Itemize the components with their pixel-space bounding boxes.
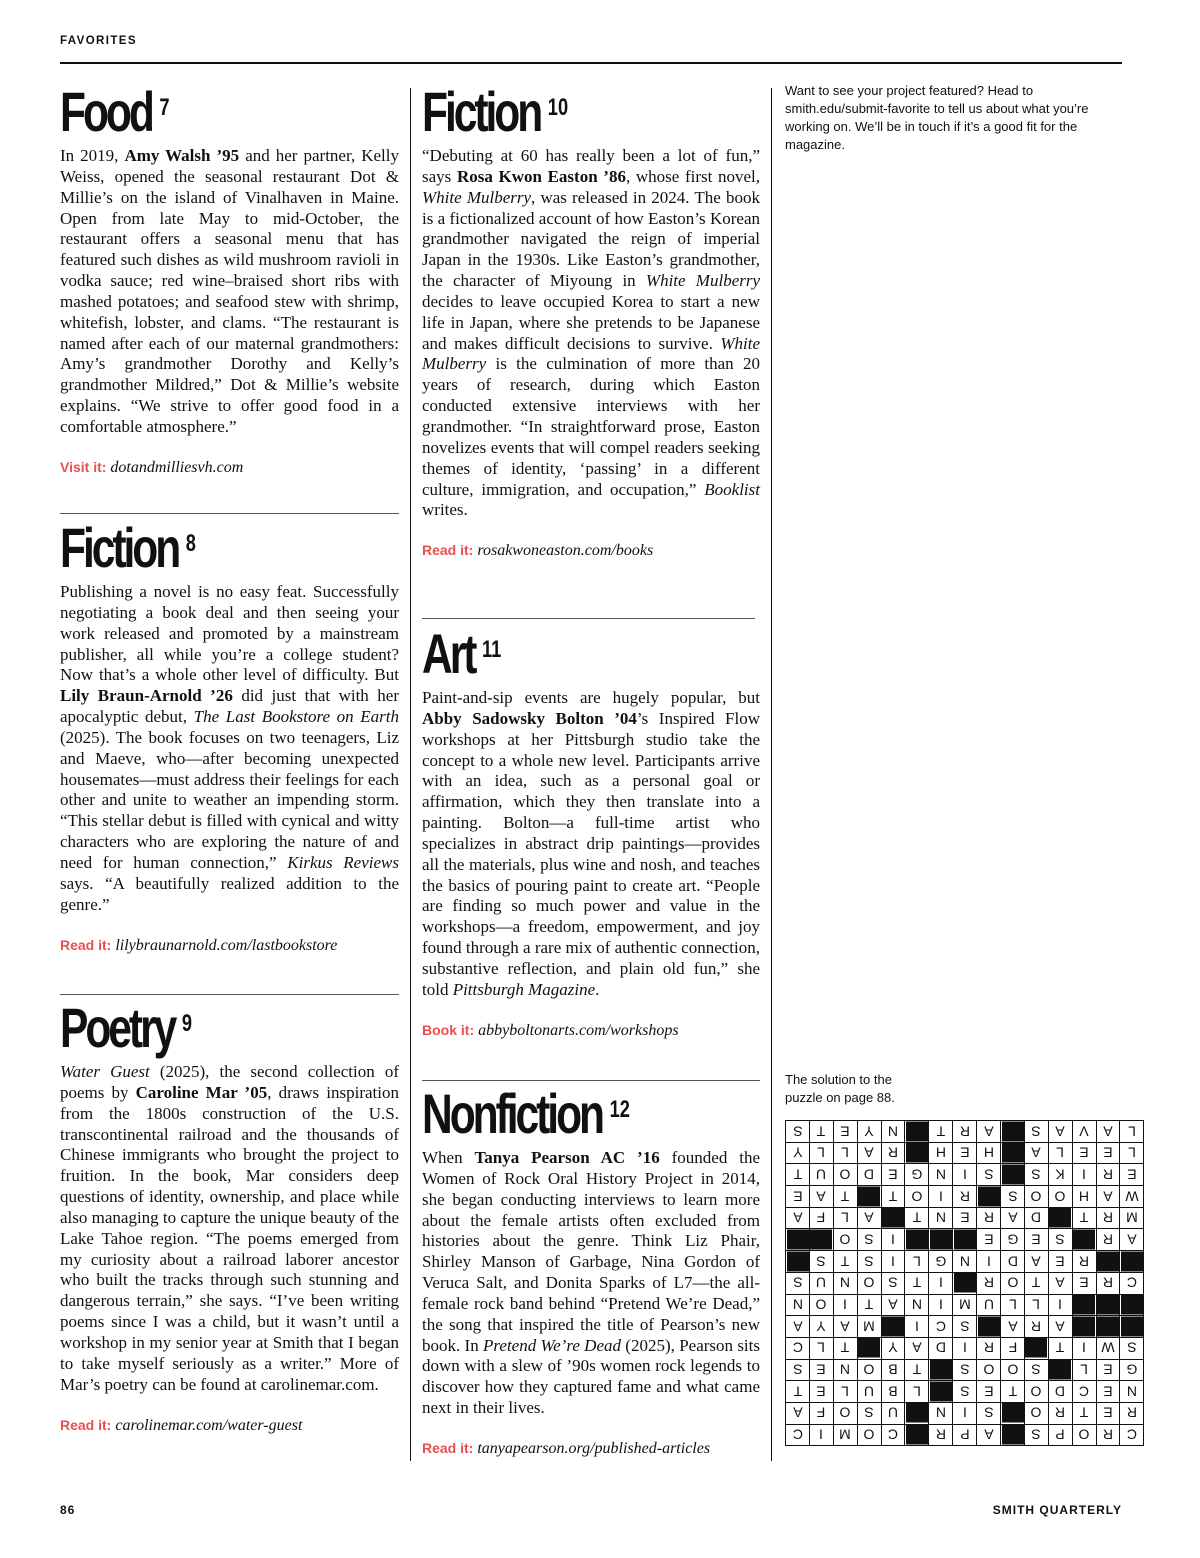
crossword-block — [977, 1186, 1001, 1208]
crossword-cell: A — [1120, 1229, 1144, 1251]
crossword-cell: E — [1096, 1142, 1120, 1164]
crossword-cell: A — [786, 1316, 810, 1338]
crossword-row — [786, 1164, 1144, 1186]
crossword-cell: S — [1048, 1229, 1072, 1251]
section-title: Nonfiction $^{12}$ — [422, 1082, 630, 1145]
crossword-block — [1096, 1316, 1120, 1338]
crossword-cell: T — [786, 1381, 810, 1403]
crossword-block — [881, 1316, 905, 1338]
divider — [422, 1080, 760, 1081]
crossword-cell: T — [809, 1121, 833, 1143]
crossword-cell: T — [1072, 1207, 1096, 1229]
crossword-cell: L — [1072, 1359, 1096, 1381]
poetry-section — [60, 996, 399, 1436]
art-body: Paint-and-sip events are hugely popular, but Abby Sadowsky Bolton ’04’s Inspired Flow workshops at her Pittsburgh studio take the concept to a whole new level. Participants arrive with an idea, such as a personal goal or affirmation, which they then translate into a painting. Bolton—a full-time artist who specializes in abstract drip paintings—provides all the materials, plus wine and nosh, and teaches the basics of pouring paint to create art. “People are finding so much power and value in the workshops—a freedom, empowerment, and joy found through a rare mix of authentic connection, substantive reflection, and plain old fun,” she told Pittsburgh Magazine. — [422, 688, 761, 999]
crossword-cell: M — [857, 1316, 881, 1338]
crossword-block — [953, 1229, 977, 1251]
section-title: Fiction $^8$ — [60, 516, 196, 579]
crossword-cell: P — [953, 1424, 977, 1446]
crossword-cell: C — [1072, 1381, 1096, 1403]
crossword-block — [953, 1272, 977, 1294]
crossword-block — [929, 1381, 953, 1403]
crossword-cell: O — [1001, 1359, 1025, 1381]
crossword-cell: C — [1120, 1272, 1144, 1294]
art-section — [422, 622, 761, 1041]
crossword-cell: F — [809, 1207, 833, 1229]
crossword-cell: S — [1120, 1337, 1144, 1359]
crossword-cell: R — [1096, 1272, 1120, 1294]
crossword-cell: O — [857, 1424, 881, 1446]
divider — [422, 618, 755, 619]
crossword-cell: T — [833, 1337, 857, 1359]
crossword-solution-grid — [785, 1120, 1144, 1446]
crossword-cell: T — [905, 1207, 929, 1229]
crossword-cell: M — [1120, 1207, 1144, 1229]
crossword-cell: R — [1072, 1251, 1096, 1273]
crossword-cell: E — [953, 1207, 977, 1229]
crossword-cell: S — [857, 1229, 881, 1251]
crossword-cell: O — [977, 1359, 1001, 1381]
crossword-cell: E — [809, 1359, 833, 1381]
crossword-row — [786, 1251, 1144, 1273]
crossword-cell: U — [977, 1294, 1001, 1316]
crossword-cell: L — [1024, 1294, 1048, 1316]
crossword-block — [905, 1424, 929, 1446]
crossword-cell: A — [857, 1142, 881, 1164]
crossword-cell: N — [905, 1294, 929, 1316]
crossword-cell: A — [786, 1402, 810, 1424]
crossword-cell: H — [977, 1142, 1001, 1164]
crossword-block — [929, 1359, 953, 1381]
crossword-cell: A — [857, 1207, 881, 1229]
crossword-cell: S — [786, 1359, 810, 1381]
section-title: Poetry $^9$ — [60, 996, 192, 1059]
crossword-cell: S — [857, 1402, 881, 1424]
crossword-cell: T — [881, 1186, 905, 1208]
crossword-cell: R — [1096, 1424, 1120, 1446]
crossword-cell: L — [833, 1142, 857, 1164]
crossword-cell: D — [857, 1164, 881, 1186]
crossword-block — [786, 1251, 810, 1273]
crossword-cell: I — [929, 1294, 953, 1316]
crossword-cell: R — [953, 1186, 977, 1208]
crossword-cell: R — [977, 1337, 1001, 1359]
crossword-cell: A — [905, 1337, 929, 1359]
crossword-cell: O — [1001, 1272, 1025, 1294]
crossword-cell: S — [977, 1164, 1001, 1186]
crossword-cell: E — [1096, 1402, 1120, 1424]
crossword-cell: S — [786, 1121, 810, 1143]
crossword-cell: L — [1001, 1294, 1025, 1316]
crossword-cell: N — [881, 1121, 905, 1143]
crossword-cell: Y — [857, 1121, 881, 1143]
crossword-cell: N — [929, 1164, 953, 1186]
crossword-cell: O — [833, 1229, 857, 1251]
crossword-cell: M — [953, 1294, 977, 1316]
crossword-cell: I — [809, 1424, 833, 1446]
crossword-cell: K — [1048, 1164, 1072, 1186]
crossword-cell: W — [1120, 1186, 1144, 1208]
crossword-block — [905, 1402, 929, 1424]
crossword-cell: A — [977, 1121, 1001, 1143]
crossword-cell: R — [953, 1121, 977, 1143]
crossword-cell: I — [1048, 1294, 1072, 1316]
crossword-cell: D — [1048, 1381, 1072, 1403]
crossword-row — [786, 1424, 1144, 1446]
crossword-cell: O — [1024, 1402, 1048, 1424]
crossword-cell: A — [1048, 1272, 1072, 1294]
crossword-cell: L — [1120, 1121, 1144, 1143]
crossword-cell: E — [1048, 1251, 1072, 1273]
nonfiction-body: When Tanya Pearson AC ’16 founded the Women of Rock Oral History Project in 2014, she began conducting interviews to learn more about the female artists often excluded from histories about the genre. Think Liz Phair, Shirley Manson of Garbage, Nina Gordon of Veruca Salt, and Donita Sparks of L7—the all-female rock band behind “Pretend We’re Dead,” the song that inspired the title of Pearson’s new book. In Pretend We’re Dead (2025), Pearson sits down with a slew of ’90s women rock legends to discover how they captured fame and what came next in their lives. — [422, 1148, 760, 1418]
crossword-row — [786, 1359, 1144, 1381]
crossword-cell: Y — [881, 1337, 905, 1359]
top-rule — [60, 62, 1122, 64]
crossword-cell: I — [953, 1402, 977, 1424]
divider — [60, 994, 399, 995]
crossword-block — [1001, 1402, 1025, 1424]
crossword-cell: G — [1001, 1229, 1025, 1251]
crossword-block — [1048, 1207, 1072, 1229]
poetry-body: Water Guest (2025), the second collection of poems by Caroline Mar ’05, draws inspiration from the 1800s construction of the U.S. transcontinental railroad and the thousands of Chinese immigrants who brought the project to fruition. In the book, Mar considers deep questions of identity, ownership, and place while also managing to capture the unique beauty of the Lake Tahoe region. “The poems emerged from my curiosity about a railroad laborer ancestor who built the tracks through such stunning and dangerous terrain,” she says. “I’ve been writing poems since I was a child, but it wasn’t until a workshop in my senior year at Smith that I began to take myself seriously as a writer.” More of Mar’s poetry can be found at carolinemar.com. — [60, 1062, 399, 1394]
crossword-cell: L — [905, 1251, 929, 1273]
crossword-cell: A — [1048, 1316, 1072, 1338]
crossword-cell: R — [1048, 1402, 1072, 1424]
submission-note: Want to see your project featured? Head to smith.edu/submit-favorite to tell us about what you’re working on. We’ll be in touch if it’s a good fit for the magazine. — [785, 83, 1089, 152]
crossword-cell: R — [1096, 1207, 1120, 1229]
crossword-block — [1096, 1251, 1120, 1273]
art-link[interactable]: Book it: abbyboltonarts.com/workshops — [422, 1021, 679, 1039]
crossword-cell: I — [929, 1272, 953, 1294]
fiction8-body: Publishing a novel is no easy feat. Successfully negotiating a book deal and then seeing your work released and promoted by a mainstream publisher, all while you’re a college student? Now that’s a whole other level of difficulty. But Lily Braun-Arnold ’26 did just that with her apocalyptic debut, The Last Bookstore on Earth (2025). The book focuses on two teenagers, Liz and Maeve, who—after becoming unexpected housemates—must address their feelings for each other and unite to weather an impending storm. “This stellar debut is filled with cynical and witty characters who are exploring the nature of and need for human connection,” Kirkus Reviews says. “A beautifully realized addition to the genre.” — [60, 582, 399, 914]
crossword-cell: N — [833, 1359, 857, 1381]
crossword-cell: D — [929, 1337, 953, 1359]
fiction8-section — [60, 516, 399, 956]
crossword-cell: S — [1024, 1164, 1048, 1186]
crossword-cell: F — [809, 1402, 833, 1424]
crossword-cell: U — [809, 1272, 833, 1294]
crossword-row — [786, 1207, 1144, 1229]
crossword-cell: A — [977, 1424, 1001, 1446]
crossword-cell: A — [1024, 1251, 1048, 1273]
crossword-cell: L — [833, 1381, 857, 1403]
crossword-cell: A — [809, 1186, 833, 1208]
crossword-block — [1001, 1424, 1025, 1446]
crossword-cell: F — [1001, 1337, 1025, 1359]
section-label: FAVORITES — [60, 35, 137, 47]
column-divider-right — [771, 88, 772, 1461]
crossword-cell: I — [881, 1229, 905, 1251]
crossword-block — [1096, 1294, 1120, 1316]
crossword-cell: E — [1120, 1164, 1144, 1186]
crossword-block — [1001, 1142, 1025, 1164]
crossword-block — [929, 1229, 953, 1251]
crossword-cell: S — [809, 1251, 833, 1273]
crossword-cell: D — [1024, 1207, 1048, 1229]
crossword-cell: S — [953, 1381, 977, 1403]
crossword-cell: L — [809, 1142, 833, 1164]
page-number: 86 — [60, 1503, 76, 1517]
crossword-cell: E — [833, 1121, 857, 1143]
crossword-cell: G — [929, 1251, 953, 1273]
crossword-cell: E — [1072, 1142, 1096, 1164]
crossword-cell: E — [809, 1381, 833, 1403]
fiction8-link[interactable]: Read it: lilybraunarnold.com/lastbookstore — [60, 936, 338, 954]
crossword-cell: G — [1120, 1359, 1144, 1381]
crossword-block — [1120, 1316, 1144, 1338]
crossword-block — [786, 1229, 810, 1251]
crossword-cell: Y — [809, 1316, 833, 1338]
nonfiction-section — [422, 1082, 760, 1459]
crossword-cell: V — [1072, 1121, 1096, 1143]
crossword-cell: L — [833, 1207, 857, 1229]
crossword-cell: S — [857, 1251, 881, 1273]
crossword-cell: E — [881, 1164, 905, 1186]
crossword-cell: W — [1096, 1337, 1120, 1359]
crossword-block — [905, 1142, 929, 1164]
crossword-cell: H — [929, 1142, 953, 1164]
crossword-cell: R — [1096, 1229, 1120, 1251]
crossword-block — [1120, 1251, 1144, 1273]
puzzle-caption: The solution to the puzzle on page 88. — [785, 1072, 895, 1105]
crossword-cell: S — [977, 1402, 1001, 1424]
crossword-cell: S — [1024, 1359, 1048, 1381]
crossword-cell: A — [1096, 1121, 1120, 1143]
crossword-cell: U — [857, 1381, 881, 1403]
crossword-cell: O — [809, 1294, 833, 1316]
crossword-cell: T — [1001, 1381, 1025, 1403]
poetry-link[interactable]: Read it: carolinemar.com/water-guest — [60, 1416, 303, 1434]
crossword-cell: B — [881, 1381, 905, 1403]
crossword-cell: I — [905, 1316, 929, 1338]
crossword-cell: A — [1096, 1186, 1120, 1208]
crossword-cell: R — [1024, 1316, 1048, 1338]
crossword-cell: R — [1120, 1402, 1144, 1424]
crossword-cell: N — [786, 1294, 810, 1316]
crossword-cell: T — [833, 1251, 857, 1273]
crossword-cell: U — [881, 1402, 905, 1424]
crossword-block — [1072, 1294, 1096, 1316]
crossword-cell: H — [1072, 1186, 1096, 1208]
crossword-cell: I — [881, 1251, 905, 1273]
crossword-cell: I — [953, 1164, 977, 1186]
crossword-block — [1001, 1121, 1025, 1143]
crossword-cell: C — [1120, 1424, 1144, 1446]
crossword-cell: T — [1024, 1272, 1048, 1294]
crossword-cell: E — [977, 1229, 1001, 1251]
crossword-cell: A — [1001, 1316, 1025, 1338]
crossword-cell: I — [833, 1294, 857, 1316]
crossword-block — [881, 1207, 905, 1229]
crossword-row — [786, 1337, 1144, 1359]
crossword-cell: C — [786, 1337, 810, 1359]
crossword-cell: T — [833, 1186, 857, 1208]
crossword-row — [786, 1381, 1144, 1403]
crossword-cell: A — [833, 1316, 857, 1338]
crossword-cell: U — [809, 1164, 833, 1186]
crossword-cell: T — [1072, 1402, 1096, 1424]
crossword-cell: N — [953, 1251, 977, 1273]
crossword-cell: Y — [786, 1142, 810, 1164]
crossword-cell: S — [953, 1316, 977, 1338]
crossword-cell: B — [881, 1359, 905, 1381]
crossword-row — [786, 1316, 1144, 1338]
crossword-cell: T — [905, 1272, 929, 1294]
crossword-block — [857, 1186, 881, 1208]
crossword-cell: A — [1024, 1142, 1048, 1164]
fiction10-section — [422, 80, 761, 561]
food-link[interactable]: Visit it: dotandmilliesvh.com — [60, 458, 244, 476]
crossword-cell: T — [905, 1359, 929, 1381]
crossword-cell: S — [1024, 1121, 1048, 1143]
section-title: Food $^7$ — [60, 80, 170, 143]
crossword-cell: A — [1048, 1121, 1072, 1143]
crossword-cell: C — [881, 1424, 905, 1446]
column-divider-left — [410, 88, 411, 1461]
fiction10-body: “Debuting at 60 has really been a lot of fun,” says Rosa Kwon Easton ’86, whose first novel, White Mulberry, was released in 2024. The book is a fictionalized account of how Easton’s Korean grandmother navigated the reign of imperial Japan in the 1930s. Like Easton’s grandmother, the character of Miyoung in White Mulberry decides to leave occupied Korea to start a new life in Japan, where she pretends to be Japanese and makes difficult decisions to survive. White Mulberry is the culmination of more than 20 years of research, during which Easton conducted extensive interviews with her grandmother. “In straightforward prose, Easton novelizes events that will compel readers seeking themes of identity, ‘passing’ in a different culture, immigration, and occupation,” Booklist writes. — [422, 146, 761, 520]
crossword-cell: N — [929, 1402, 953, 1424]
crossword-cell: S — [1001, 1186, 1025, 1208]
crossword-cell: I — [953, 1337, 977, 1359]
food-body: In 2019, Amy Walsh ’95 and her partner, Kelly Weiss, opened the seasonal restaurant Dot & Millie’s on the island of Vinalhaven in Maine. Open from late May to mid-October, the restaurant offers a seasonal menu that has featured such dishes as wild mushroom ravioli in vodka sauce; red wine–braised short ribs with mashed potatoes; and seafood stew with shrimp, whitefish, lobster, and clams. “The restaurant is named after each of our maternal grandmothers: Amy’s grandmother Dorothy and Kelly’s grandmother Mildred,” Dot & Millie’s website explains. “We strive to offer good food in a comfortable atmosphere.” — [60, 146, 399, 436]
crossword-cell: I — [977, 1251, 1001, 1273]
crossword-block — [1048, 1359, 1072, 1381]
crossword-cell: T — [929, 1121, 953, 1143]
crossword-cell: I — [1072, 1164, 1096, 1186]
section-title: Art $^{11}$ — [422, 622, 502, 685]
crossword-cell: E — [977, 1381, 1001, 1403]
crossword-row — [786, 1186, 1144, 1208]
crossword-block — [1072, 1229, 1096, 1251]
crossword-cell: R — [977, 1272, 1001, 1294]
crossword-row — [786, 1142, 1144, 1164]
crossword-cell: E — [1024, 1229, 1048, 1251]
crossword-cell: L — [1120, 1142, 1144, 1164]
crossword-cell: E — [786, 1186, 810, 1208]
crossword-cell: E — [1096, 1381, 1120, 1403]
crossword-cell: O — [857, 1272, 881, 1294]
food-section — [60, 80, 399, 478]
crossword-row — [786, 1229, 1144, 1251]
crossword-cell: S — [1024, 1424, 1048, 1446]
crossword-cell: O — [1048, 1186, 1072, 1208]
crossword-cell: P — [1048, 1424, 1072, 1446]
crossword-cell: A — [786, 1207, 810, 1229]
crossword-block — [905, 1121, 929, 1143]
divider — [60, 513, 399, 514]
crossword-cell: I — [929, 1186, 953, 1208]
crossword-cell: R — [929, 1424, 953, 1446]
crossword-cell: C — [929, 1316, 953, 1338]
fiction10-link[interactable]: Read it: rosakwoneaston.com/books — [422, 542, 654, 560]
magazine-name: SMITH QUARTERLY — [992, 1503, 1122, 1517]
crossword-row — [786, 1121, 1144, 1143]
crossword-block — [1024, 1337, 1048, 1359]
crossword-cell: N — [929, 1207, 953, 1229]
crossword-cell: S — [953, 1359, 977, 1381]
crossword-cell: N — [833, 1272, 857, 1294]
crossword-cell: R — [977, 1207, 1001, 1229]
crossword-row — [786, 1272, 1144, 1294]
crossword-cell: C — [786, 1424, 810, 1446]
crossword-cell: A — [1001, 1207, 1025, 1229]
crossword-cell: L — [1048, 1142, 1072, 1164]
crossword-cell: O — [1024, 1381, 1048, 1403]
crossword-row — [786, 1402, 1144, 1424]
crossword-cell: O — [1024, 1186, 1048, 1208]
crossword-cell: T — [857, 1294, 881, 1316]
crossword-cell: I — [1072, 1337, 1096, 1359]
crossword-cell: O — [905, 1186, 929, 1208]
crossword-block — [1120, 1294, 1144, 1316]
crossword-cell: S — [881, 1272, 905, 1294]
crossword-cell: R — [1096, 1164, 1120, 1186]
crossword-cell: R — [881, 1142, 905, 1164]
crossword-cell: L — [809, 1337, 833, 1359]
crossword-block — [809, 1229, 833, 1251]
crossword-block — [1001, 1164, 1025, 1186]
crossword-cell: E — [1096, 1359, 1120, 1381]
nonfiction-link[interactable]: Read it: tanyapearson.org/published-articles — [422, 1439, 711, 1457]
crossword-block — [1072, 1316, 1096, 1338]
crossword-cell: S — [786, 1272, 810, 1294]
crossword-row — [786, 1294, 1144, 1316]
crossword-cell: T — [1048, 1337, 1072, 1359]
crossword-cell: T — [786, 1164, 810, 1186]
crossword-block — [857, 1337, 881, 1359]
crossword-cell: O — [833, 1164, 857, 1186]
crossword-cell: E — [953, 1142, 977, 1164]
crossword-block — [905, 1229, 929, 1251]
crossword-cell: D — [1001, 1251, 1025, 1273]
crossword-cell: G — [905, 1164, 929, 1186]
crossword-cell: M — [833, 1424, 857, 1446]
crossword-cell: N — [1120, 1381, 1144, 1403]
crossword-block — [977, 1316, 1001, 1338]
crossword-cell: E — [1072, 1272, 1096, 1294]
crossword-cell: A — [881, 1294, 905, 1316]
crossword-cell: L — [905, 1381, 929, 1403]
crossword-cell: O — [857, 1359, 881, 1381]
crossword-cell: O — [1072, 1424, 1096, 1446]
section-title: Fiction $^{10}$ — [422, 80, 569, 143]
crossword-cell: O — [833, 1402, 857, 1424]
